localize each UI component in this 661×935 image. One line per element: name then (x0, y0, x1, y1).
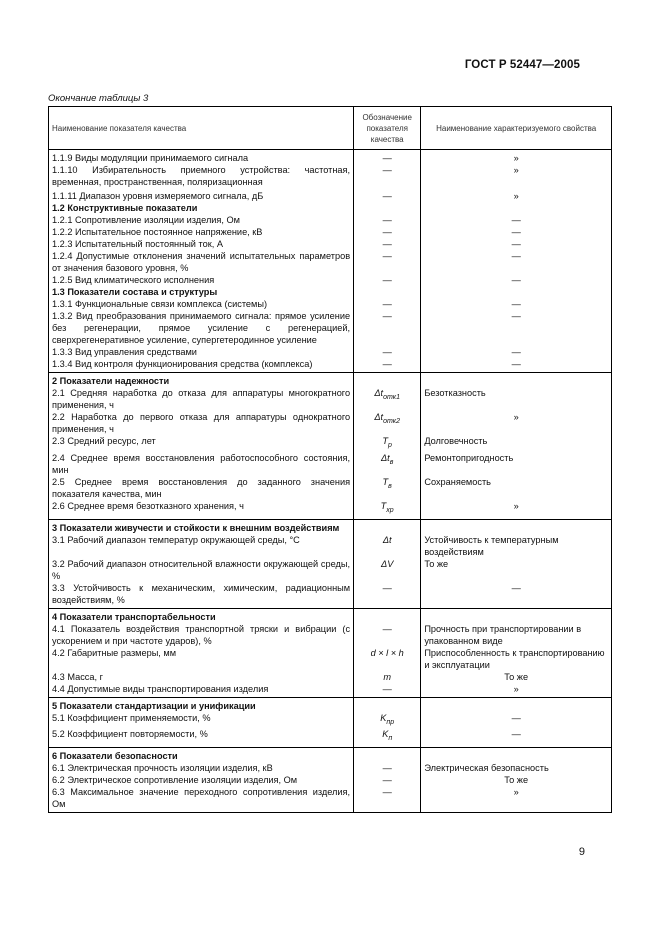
table-row (49, 188, 612, 202)
symbol-subscript: отк2 (383, 417, 401, 425)
indicator-name-cell: 5 Показатели стандартизации и унификации (49, 697, 354, 712)
property-name-cell: — (421, 358, 612, 373)
property-name-cell: Безотказность (421, 387, 612, 411)
indicator-name-cell: 4.3 Масса, г (49, 671, 354, 683)
table-row (49, 286, 612, 298)
indicator-symbol-cell (354, 202, 421, 214)
property-name-cell (421, 608, 612, 623)
indicator-symbol-cell: — (354, 214, 421, 226)
indicator-name-cell: 1.1.9 Виды модуляции принимаемого сигнала (49, 150, 354, 165)
indicator-symbol-cell: — (354, 150, 421, 165)
indicator-symbol-cell: — (354, 358, 421, 373)
property-name-cell: Приспособленность к транспортированию и эксплуатации (421, 647, 612, 671)
symbol-main: T (382, 476, 389, 487)
property-name-cell: » (421, 500, 612, 519)
indicator-name-cell: 1.2.2 Испытательное постоянное напряжение, кВ (49, 226, 354, 238)
table-row (49, 250, 612, 274)
symbol-subscript: в (388, 482, 392, 490)
property-name-cell: — (421, 274, 612, 286)
table-row (49, 712, 612, 729)
table-row (49, 298, 612, 310)
property-name-cell (421, 286, 612, 298)
indicator-symbol-cell: ΔV (354, 558, 421, 582)
table-row (49, 476, 612, 500)
indicator-name-cell: 1.3.4 Вид контроля функционирования средства (комплекса) (49, 358, 354, 373)
indicator-name-cell: 2.1 Средняя наработка до отказа для аппаратуры многократного применения, ч (49, 387, 354, 411)
indicator-name-cell: 3.3 Устойчивость к механическим, химическим, радиационным воздействиям, % (49, 582, 354, 609)
indicator-symbol-cell: — (354, 582, 421, 609)
indicator-symbol-cell (354, 728, 421, 747)
table-row (49, 164, 612, 188)
table-row (49, 728, 612, 747)
indicator-symbol-cell (354, 373, 421, 388)
symbol-subscript: хр (386, 506, 394, 514)
property-name-cell: — (421, 250, 612, 274)
indicator-name-cell: 6.1 Электрическая прочность изоляции изделия, кВ (49, 762, 354, 774)
property-name-cell (421, 373, 612, 388)
indicator-name-cell: 1.1.10 Избирательность приемного устройства: частотная, временная, пространственная, поляризационная (49, 164, 354, 188)
header-indicator-name: Наименование показателя качества (49, 107, 354, 150)
indicator-symbol-cell (354, 435, 421, 452)
table-row (49, 519, 612, 534)
property-name-cell: То же (421, 671, 612, 683)
indicator-name-cell: 1.2 Конструктивные показатели (49, 202, 354, 214)
indicator-symbol-cell: m (354, 671, 421, 683)
indicator-symbol-cell: Δt (354, 534, 421, 558)
indicator-symbol-cell: d × l × h (354, 647, 421, 671)
indicator-symbol-cell: — (354, 623, 421, 647)
table-row (49, 608, 612, 623)
indicator-symbol-cell (354, 476, 421, 500)
indicator-name-cell: 2.4 Среднее время восстановления работоспособного состояния, мин (49, 452, 354, 476)
indicator-symbol-cell: — (354, 298, 421, 310)
indicator-name-cell: 5.2 Коэффициент повторяемости, % (49, 728, 354, 747)
indicator-name-cell: 1.1.11 Диапазон уровня измеряемого сигнала, дБ (49, 188, 354, 202)
table-row (49, 373, 612, 388)
property-name-cell (421, 519, 612, 534)
property-name-cell: » (421, 150, 612, 165)
symbol-main: T (380, 500, 387, 511)
table-row (49, 671, 612, 683)
property-name-cell: » (421, 411, 612, 435)
indicator-name-cell: 4.2 Габаритные размеры, мм (49, 647, 354, 671)
property-name-cell: — (421, 346, 612, 358)
table-row (49, 226, 612, 238)
page-number: 9 (578, 846, 585, 858)
table-row (49, 411, 612, 435)
property-name-cell: » (421, 683, 612, 698)
indicator-symbol-cell: — (354, 274, 421, 286)
table-caption: Окончание таблицы 3 (48, 93, 149, 104)
table-row (49, 786, 612, 813)
indicator-symbol-cell: — (354, 346, 421, 358)
indicator-symbol-cell: — (354, 188, 421, 202)
indicator-name-cell: 2.2 Наработка до первого отказа для аппаратуры однократного применения, ч (49, 411, 354, 435)
table-row (49, 683, 612, 698)
indicator-name-cell: 1.3.1 Функциональные связи комплекса (системы) (49, 298, 354, 310)
indicator-name-cell: 1.2.4 Допустимые отклонения значений испытательных параметров от значения базового уровня, % (49, 250, 354, 274)
indicator-name-cell: 1.3.3 Вид управления средствами (49, 346, 354, 358)
symbol-main: Δt (374, 388, 384, 398)
symbol-main: T (382, 436, 389, 446)
indicator-name-cell: 1.3 Показатели состава и структуры (49, 286, 354, 298)
property-name-cell: Сохраняемость (421, 476, 612, 500)
indicator-symbol-cell (354, 519, 421, 534)
indicator-symbol-cell: — (354, 310, 421, 346)
header-indicator-symbol: Обозначение показателя качества (354, 107, 421, 150)
indicator-symbol-cell (354, 608, 421, 623)
table-row (49, 647, 612, 671)
property-name-cell: Долговечность (421, 435, 612, 452)
indicator-name-cell: 4 Показатели транспортабельности (49, 608, 354, 623)
table-row (49, 558, 612, 582)
indicator-symbol-cell: — (354, 683, 421, 698)
property-name-cell: — (421, 728, 612, 747)
table-row (49, 582, 612, 609)
indicator-name-cell: 5.1 Коэффициент применяемости, % (49, 712, 354, 729)
symbol-main: K (380, 712, 387, 723)
indicator-name-cell: 3.2 Рабочий диапазон относительной влажности окружающей среды, % (49, 558, 354, 582)
indicator-symbol-cell: — (354, 164, 421, 188)
table-row (49, 150, 612, 165)
property-name-cell: » (421, 786, 612, 813)
property-name-cell: Устойчивость к температурным воздействиям (421, 534, 612, 558)
indicator-symbol-cell (354, 500, 421, 519)
property-name-cell (421, 697, 612, 712)
property-name-cell: То же (421, 558, 612, 582)
property-name-cell: — (421, 238, 612, 250)
indicator-symbol-cell (354, 748, 421, 763)
table-row (49, 387, 612, 411)
property-name-cell: — (421, 712, 612, 729)
quality-indicators-table (48, 106, 612, 813)
indicator-symbol-cell: — (354, 238, 421, 250)
indicator-name-cell: 2.6 Среднее время безотказного хранения, ч (49, 500, 354, 519)
property-name-cell: — (421, 310, 612, 346)
indicator-symbol-cell: — (354, 774, 421, 786)
table-row (49, 762, 612, 774)
table-header-row (49, 107, 612, 150)
table-row (49, 748, 612, 763)
property-name-cell (421, 202, 612, 214)
indicator-symbol-cell (354, 712, 421, 729)
table-row (49, 774, 612, 786)
property-name-cell: » (421, 164, 612, 188)
table-row (49, 500, 612, 519)
indicator-name-cell: 1.2.1 Сопротивление изоляции изделия, Ом (49, 214, 354, 226)
table-row (49, 274, 612, 286)
table-row (49, 358, 612, 373)
property-name-cell: » (421, 188, 612, 202)
property-name-cell: — (421, 298, 612, 310)
symbol-subscript: отк1 (383, 393, 401, 401)
table-row (49, 452, 612, 476)
property-name-cell: — (421, 582, 612, 609)
symbol-subscript: пр (386, 718, 395, 726)
table-row (49, 214, 612, 226)
symbol-subscript: п (388, 735, 393, 743)
symbol-subscript: р (388, 441, 392, 449)
table-row (49, 346, 612, 358)
property-name-cell: — (421, 226, 612, 238)
property-name-cell: Электрическая безопасность (421, 762, 612, 774)
indicator-name-cell: 3.1 Рабочий диапазон температур окружающей среды, °С (49, 534, 354, 558)
symbol-main: Δt (374, 412, 384, 422)
indicator-name-cell: 4.4 Допустимые виды транспортирования изделия (49, 683, 354, 698)
property-name-cell (421, 748, 612, 763)
symbol-subscript: в (389, 458, 394, 466)
indicator-name-cell: 6.2 Электрическое сопротивление изоляции изделия, Ом (49, 774, 354, 786)
header-property-name: Наименование характеризуемого свойства (421, 107, 612, 150)
indicator-symbol-cell (354, 387, 421, 411)
indicator-name-cell: 1.2.3 Испытательный постоянный ток, А (49, 238, 354, 250)
indicator-name-cell: 2 Показатели надежности (49, 373, 354, 388)
indicator-symbol-cell: — (354, 762, 421, 774)
indicator-name-cell: 6.3 Максимальное значение переходного сопротивления изделия, Ом (49, 786, 354, 813)
table-row (49, 435, 612, 452)
indicator-name-cell: 1.2.5 Вид климатического исполнения (49, 274, 354, 286)
symbol-main: K (382, 729, 389, 740)
property-name-cell: Прочность при транспортировании в упакованном виде (421, 623, 612, 647)
table-row (49, 310, 612, 346)
standard-number: ГОСТ Р 52447—2005 (464, 59, 580, 71)
indicator-name-cell: 1.3.2 Вид преобразования принимаемого сигнала: прямое усиление без регенерации, прямое усиление с регенерацией, сверхрегенеративное усиление, супергетеродинное усиление (49, 310, 354, 346)
indicator-name-cell: 4.1 Показатель воздействия транспортной тряски и вибрации (с ускорением и при частоте ударов), % (49, 623, 354, 647)
indicator-name-cell: 3 Показатели живучести и стойкости к внешним воздействиям (49, 519, 354, 534)
indicator-symbol-cell (354, 697, 421, 712)
symbol-main: Δt (381, 452, 390, 463)
property-name-cell: Ремонтопригодность (421, 452, 612, 476)
indicator-symbol-cell: — (354, 226, 421, 238)
indicator-symbol-cell: — (354, 250, 421, 274)
property-name-cell: То же (421, 774, 612, 786)
indicator-name-cell: 6 Показатели безопасности (49, 748, 354, 763)
table-row (49, 238, 612, 250)
indicator-symbol-cell: — (354, 786, 421, 813)
table-row (49, 623, 612, 647)
indicator-symbol-cell (354, 452, 421, 476)
indicator-symbol-cell (354, 411, 421, 435)
indicator-name-cell: 2.3 Средний ресурс, лет (49, 435, 354, 452)
indicator-name-cell: 2.5 Среднее время восстановления до заданного значения показателя качества, мин (49, 476, 354, 500)
table-row (49, 202, 612, 214)
property-name-cell: — (421, 214, 612, 226)
table-row (49, 534, 612, 558)
table-row (49, 697, 612, 712)
indicator-symbol-cell (354, 286, 421, 298)
